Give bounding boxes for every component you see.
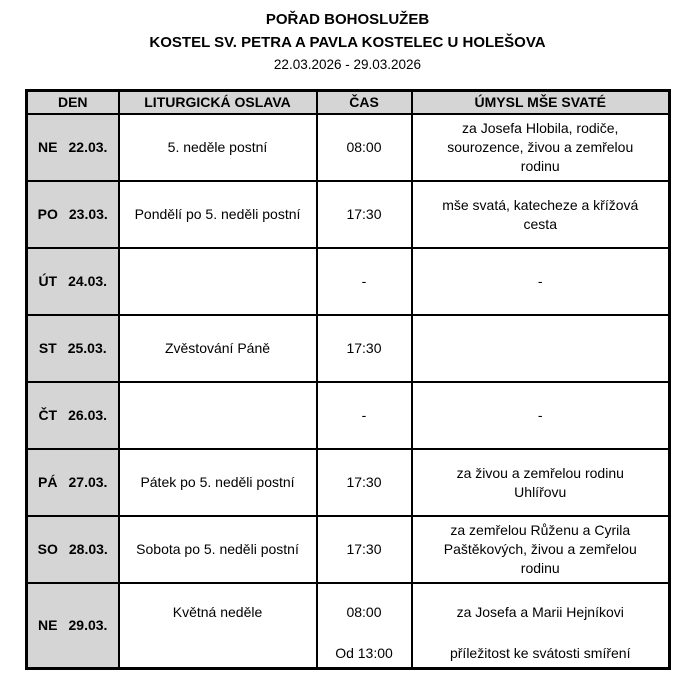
intention-entry-1: za Josefa a Marii Hejníkovi (456, 604, 624, 621)
intention-cell: mše svatá, katecheze a křížová cesta (412, 181, 670, 248)
page-title: POŘAD BOHOSLUŽEB (265, 11, 430, 28)
day-cell (27, 583, 119, 668)
day-date: 26.03. (68, 407, 108, 424)
time-cell: - (317, 382, 412, 449)
day-date: 23.03. (68, 206, 108, 223)
day-date: 25.03. (67, 340, 107, 357)
celebration-cell (119, 382, 317, 449)
column-header-den: DEN (27, 91, 119, 114)
document-header (0, 0, 695, 75)
day-date: 22.03. (68, 139, 108, 156)
table-header-row (27, 91, 670, 114)
time-cell: 08:00 (317, 114, 412, 181)
time-cell: 17:30 (317, 181, 412, 248)
time-cell: 17:30 (317, 315, 412, 382)
day-date: 27.03. (68, 474, 108, 491)
celebration-cell: Zvěstování Páně (119, 315, 317, 382)
day-abbrev: SO (37, 541, 58, 558)
celebration-cell: Pátek po 5. neděli postní (119, 449, 317, 516)
time-cell: 17:30 (317, 449, 412, 516)
table-row (27, 382, 670, 449)
day-cell (27, 248, 119, 315)
schedule-table (25, 89, 671, 669)
celebration-cell (119, 248, 317, 315)
time-cell: 17:30 (317, 516, 412, 583)
celebration-cell: 5. neděle postní (119, 114, 317, 181)
day-cell (27, 114, 119, 181)
celebration-cell: Pondělí po 5. neděli postní (119, 181, 317, 248)
table-row (27, 114, 670, 181)
time-entry-1: 08:00 (346, 604, 382, 621)
table-row (27, 248, 670, 315)
date-range: 22.03.2026 - 29.03.2026 (273, 57, 422, 72)
intention-cell: za živou a zemřelou rodinu Uhlířovu (412, 449, 670, 516)
intention-cell: - (412, 248, 670, 315)
celebration-cell (119, 583, 317, 668)
table-row (27, 583, 670, 668)
day-date: 28.03. (68, 541, 108, 558)
day-abbrev: ST (38, 340, 57, 357)
table-row (27, 516, 670, 583)
intention-entry-2: příležitost ke svátosti smíření (449, 644, 631, 661)
page-subtitle: KOSTEL SV. PETRA A PAVLA KOSTELEC U HOLEŠOVA (149, 33, 546, 51)
day-abbrev: PÁ (38, 474, 58, 491)
column-header-cas: ČAS (317, 91, 412, 114)
intention-cell: za zemřelou Růženu a Cyrila Paštěkových, živou a zemřelou rodinu (412, 516, 670, 583)
day-date: 24.03. (68, 273, 108, 290)
column-header-umysl-mse-svate: ÚMYSL MŠE SVATÉ (412, 91, 670, 114)
intention-cell (412, 583, 670, 668)
day-abbrev: NE (38, 616, 58, 633)
day-cell (27, 382, 119, 449)
column-header-liturgicka-oslava: LITURGICKÁ OSLAVA (119, 91, 317, 114)
celebration-cell: Sobota po 5. neděli postní (119, 516, 317, 583)
day-date: 29.03. (68, 616, 108, 633)
day-abbrev: PO (37, 206, 58, 223)
celebration-text: Květná neděle (172, 604, 263, 621)
time-cell (317, 583, 412, 668)
day-cell (27, 181, 119, 248)
table-row (27, 449, 670, 516)
day-cell (27, 449, 119, 516)
day-cell (27, 315, 119, 382)
time-cell: - (317, 248, 412, 315)
day-abbrev: ČT (38, 407, 58, 424)
time-entry-2: Od 13:00 (335, 644, 393, 661)
day-cell (27, 516, 119, 583)
celebration-text-secondary (120, 641, 316, 665)
intention-cell (412, 315, 670, 382)
day-abbrev: NE (38, 139, 58, 156)
intention-cell: - (412, 382, 670, 449)
table-row (27, 181, 670, 248)
intention-cell: za Josefa Hlobila, rodiče, sourozence, živou a zemřelou rodinu (412, 114, 670, 181)
table-row (27, 315, 670, 382)
day-abbrev: ÚT (38, 273, 58, 290)
